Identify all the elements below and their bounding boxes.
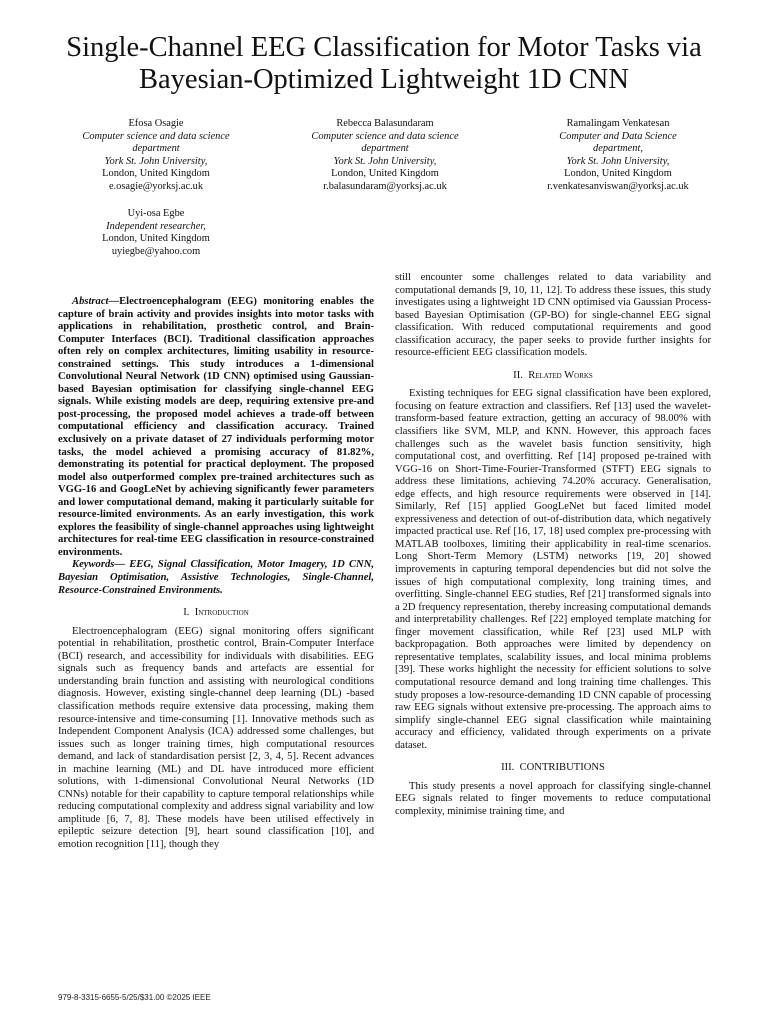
abstract xyxy=(58,296,374,559)
section-number: II. xyxy=(513,369,523,381)
section-title: Related Works xyxy=(528,369,593,381)
abstract-text: Electroencephalogram (EEG) monitoring enables the capture of brain activity and provides insights into motor tasks with applications in rehabilitation, prosthetic control, and Brain-Computer Interfaces (BCI). Traditional classification approaches often rely on complex architectures, limiting usability in resource-constrained settings. This study introduces a 1-dimensional Convolutional Neural Network (1D CNN) optimised using Gaussian-based Bayesian optimisation for classifying single-channel EEG signals. While existing models are deep, requiring extensive pre-and post-processing, the proposed model achieves a trade-off between computational efficiency and classification accuracy. Trained exclusively on a private dataset of 27 individuals performing motor tasks, the model achieved a promising accuracy of 81.82%, demonstrating its potential for practical deployment. The proposed model also outperformed complex pre-trained architectures such as VGG-16 and GoogLeNet by achieving significantly fewer parameters and lower computational demand, making it particularly suitable for resource-limited environments. As an early investigation, this work explores the feasibility of single-channel approaches using lightweight architectures for real-time EEG classification in resource-constrained environments. xyxy=(58,296,374,558)
author-affiliation: department xyxy=(132,143,180,155)
keywords-label: Keywords xyxy=(72,559,115,571)
keywords-text: — EEG, Signal Classification, Motor Imagery, 1D CNN, Bayesian Optimisation, Assistive Technologies, Single-Channel, Resource-Constrained Environments. xyxy=(58,559,374,596)
author-block-4 xyxy=(58,208,254,258)
section-number: I. xyxy=(183,607,190,619)
author-block-2 xyxy=(285,118,485,194)
author-block-1 xyxy=(58,118,254,194)
author-institution: York St. John University, xyxy=(333,155,437,167)
keywords xyxy=(58,559,374,597)
author-email: r.venkatesanviswan@yorksj.ac.uk xyxy=(547,180,689,192)
author-affiliation: Independent researcher, xyxy=(106,220,206,232)
author-location: London, United Kingdom xyxy=(102,233,210,245)
contributions-paragraph: This study presents a novel approach for classifying single-channel EEG signals related to finger movements to reduce computational complexity, minimise training time, and xyxy=(395,780,711,817)
author-institution: York St. John University, xyxy=(104,155,208,167)
section-title: Introduction xyxy=(194,607,249,619)
left-column xyxy=(58,296,374,852)
abstract-dash: — xyxy=(108,296,120,307)
author-location: London, United Kingdom xyxy=(331,168,439,180)
author-affiliation: Computer science and data science xyxy=(82,130,230,142)
section-number: III. xyxy=(501,762,515,774)
author-affiliation: Computer science and data science xyxy=(311,130,459,142)
copyright-footer: 979-8-3315-6655-5/25/$31.00 ©2025 IEEE xyxy=(58,993,211,1002)
section-heading-related-works xyxy=(395,370,711,383)
section-heading-introduction xyxy=(58,607,374,620)
author-email: uyiegbe@yahoo.com xyxy=(111,245,201,257)
author-name: Rebecca Balasundaram xyxy=(336,118,434,129)
paper-title: Single-Channel EEG Classification for Motor Tasks via Bayesian-Optimized Lightweight 1D CNN xyxy=(66,32,702,95)
author-affiliation: Computer and Data Science xyxy=(559,130,677,142)
author-email: e.osagie@yorksj.ac.uk xyxy=(108,180,204,192)
author-affiliation: department, xyxy=(593,143,643,155)
section-title: CONTRIBUTIONS xyxy=(519,762,605,774)
author-name: Ramalingam Venkatesan xyxy=(566,118,670,129)
introduction-paragraph: Electroencephalogram (EEG) signal monitoring offers significant potential in rehabilitation, prosthetic control, Brain-Computer Interface (BCI) research, and accessibility for individuals with disabilities. EEG signals such as frequency bands and artefacts are essential for understanding brain function and assisting with neurological conditions diagnosis. However, existing single-channel deep learning (DL) -based classification methods require extensive data processing, making them resource-intensive and time-consuming [1]. Innovative methods such as Independent Component Analysis (ICA) addressed some challenges, but issues such as longer training times, high computational resources demand, and lack of standardisation persist [2, 3, 4, 5]. Recent advances in machine learning (ML) and DL have introduced more efficient solutions, with 1-dimensional Convolutional Neural Networks (1D CNNs) notable for their capability to capture temporal relationships while reducing computational complexity and address signal variability and low amplitude [6, 7, 8]. These models have been utilised effectively in epileptic seizure detection [9], heart sound classification [10], and emotion recognition [11], though they xyxy=(58,625,374,850)
related-works-paragraph: Existing techniques for EEG signal classification have been explored, focusing on feature extraction and classifiers. Ref [13] used the wavelet-transform-based feature extraction, getting an accuracy of 98.00% with classifiers like SVM, MLP, and KNN. However, this approach faces challenges such as the wavelet basis function sensitivity, high computational cost, and overfitting. Ref [14] proposed pe-trained with VGG-16 on Short-Time-Fourier-Transformed (STFT) EEG signals to address these limitations, achieving 74.20% accuracy. Generalisation, edge effects, and high resource requirements were observed in [14]. Similarly, Ref [15] applied GoogLeNet but faced limited model expressiveness and detection of out-of-distribution data, which negatively impacted practical use. Ref [16, 17, 18] used complex pre-processing with MATLAB toolboxes, limiting their applicability in real-time scenarios. Long Short-Term Memory (LSTM) networks [19, 20] showed improvements in capturing temporal dependencies but did not solve the issues of high computational complexity, long training times, and overfitting. Single-channel EEG studies, Ref [21] transformed signals into a 2D frequency representation, thereby increasing computational demands and interpretability challenges. Ref [22] employed template matching for finger movement classification, while Ref [23] used MLP with backpropagation. Both approaches were limited by dependency on representative templates, scalability issues, and local minima problems [39]. These works highlight the necessity for efficient solutions to solve computational resource demand and long training time challenges. This study proposes a low-resource-demanding 1D CNN capable of processing raw EEG signals without extensive pre-processing. The approach aims to simplify single-channel EEG signal classification while maintaining accuracy and efficiency, validated through experiments on a private dataset. xyxy=(395,388,711,751)
author-email: r.balasundaram@yorksj.ac.uk xyxy=(323,180,447,192)
author-institution: York St. John University, xyxy=(566,155,670,167)
author-name: Uyi-osa Egbe xyxy=(127,208,185,219)
author-location: London, United Kingdom xyxy=(564,168,672,180)
right-column xyxy=(395,272,711,818)
author-location: London, United Kingdom xyxy=(102,168,210,180)
author-name: Efosa Osagie xyxy=(128,118,184,129)
section-heading-contributions xyxy=(395,762,711,775)
author-block-3 xyxy=(520,118,716,194)
abstract-label: Abstract xyxy=(72,296,109,307)
introduction-paragraph-continued: still encounter some challenges related to data variability and computational demands [9, 10, 11, 12]. To address these issues, this study investigates using a lightweight 1D CNN optimised via Gaussian Process-based Bayesian Optimisation (GP-BO) for single-channel EEG signal classification. With reduced computational requirements and good classification accuracy, the paper seeks to provide further insights for resource-efficient EEG classification models. xyxy=(395,272,711,359)
author-affiliation: department xyxy=(361,143,409,155)
